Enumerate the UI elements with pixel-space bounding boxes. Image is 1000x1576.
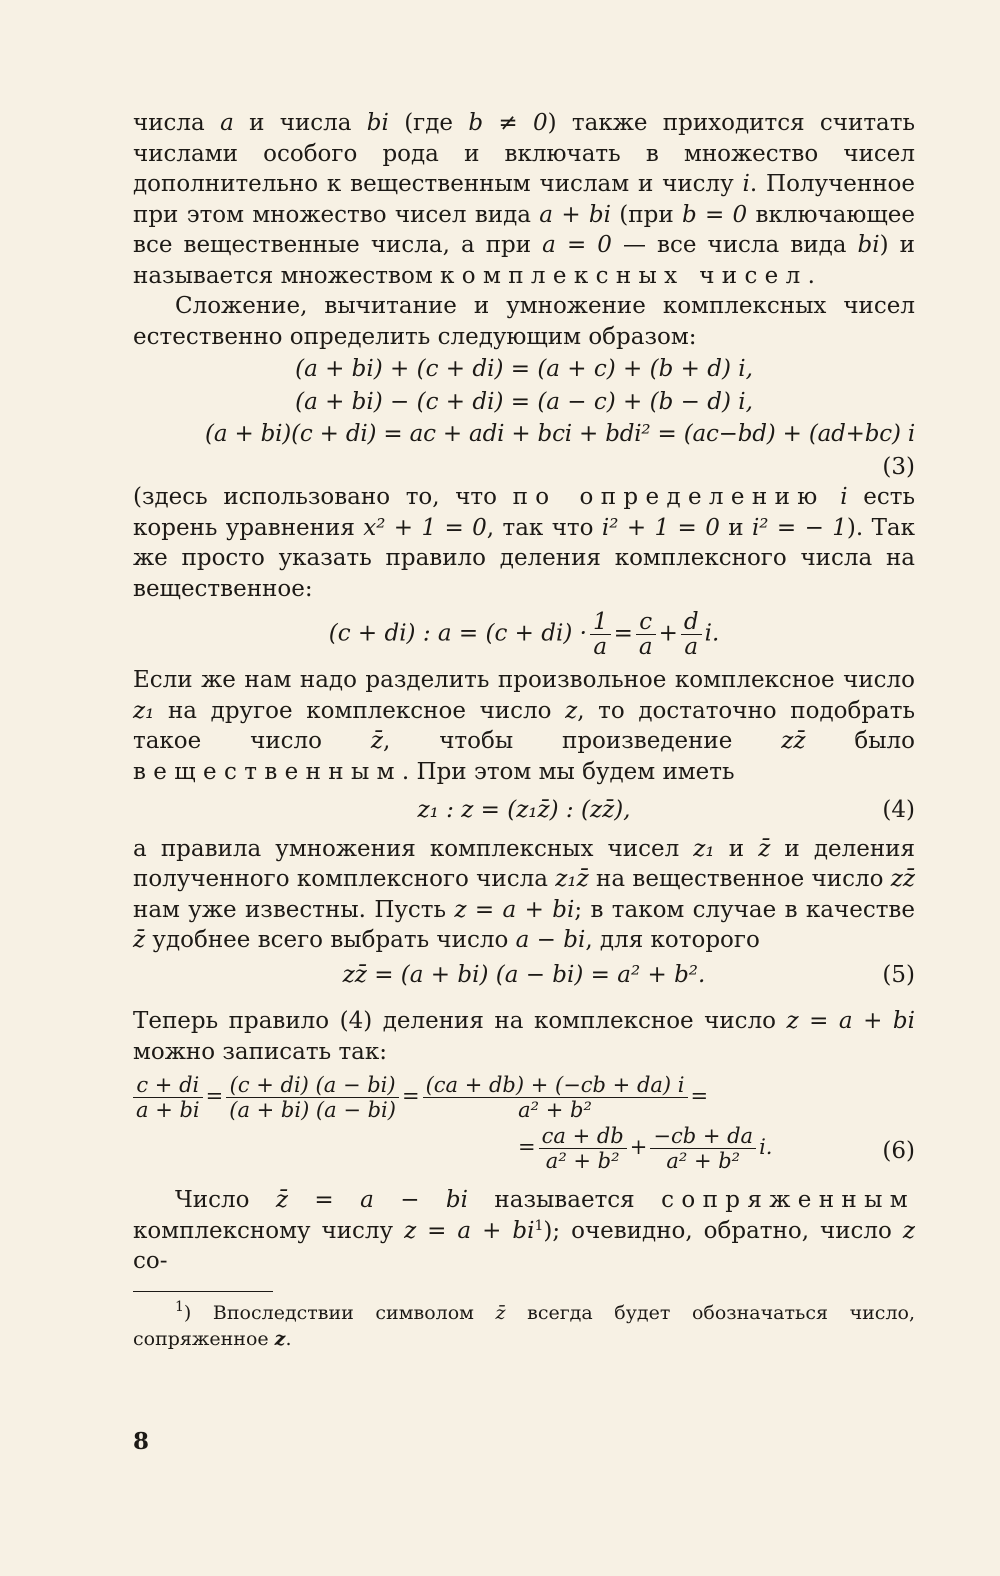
math: z̄ = a − bi xyxy=(275,1187,468,1213)
math: + xyxy=(658,620,678,647)
math: = xyxy=(205,1084,224,1108)
footnote xyxy=(133,1300,915,1352)
math: i. xyxy=(759,1135,773,1159)
text: было xyxy=(805,728,915,754)
spaced-term: вещественным xyxy=(133,758,402,785)
fraction: $\frac{(ca + db) + (-cb + da) i}{\text{a² + b²}}$ xyxy=(423,1073,688,1122)
math: z xyxy=(274,1327,286,1350)
math: z = a + bi xyxy=(404,1217,535,1244)
text: ) также приходится считать числами особого рода и включать в множество чисел дополнительно к вещественным числам и числу xyxy=(133,110,915,197)
text: есть корень уравнения xyxy=(133,484,915,541)
paragraph-3 xyxy=(133,482,915,604)
text: называется xyxy=(468,1187,662,1213)
text: , то достаточно подобрать такое число xyxy=(133,697,916,754)
math: x² + 1 = 0 xyxy=(363,514,487,541)
spaced-term: сопряженным xyxy=(661,1187,916,1213)
math: zz̄ xyxy=(781,728,806,754)
text: числа xyxy=(133,110,221,136)
math: a + bi xyxy=(539,201,611,228)
paragraph-6 xyxy=(133,1006,915,1067)
math: z̄ xyxy=(370,728,384,754)
paragraph-4 xyxy=(133,665,915,787)
fraction: $\frac{c}{a}$ xyxy=(636,610,656,659)
equation-6 xyxy=(133,1073,915,1173)
text: комплексному числу xyxy=(133,1217,405,1244)
math: zz̄ = (a + bi) (a − bi) = a² + b². xyxy=(342,961,706,988)
text xyxy=(825,484,841,510)
math: a xyxy=(220,110,234,136)
math: a − bi xyxy=(515,927,586,953)
math: z₁ : z = (z₁z̄) : (zz̄), xyxy=(417,797,631,823)
math: z xyxy=(565,697,578,724)
equation-6-line-1 xyxy=(133,1073,915,1122)
math: a = 0 xyxy=(542,232,612,258)
paragraph-7 xyxy=(133,1185,915,1277)
math: i² = − 1 xyxy=(751,514,847,541)
math: z₁ xyxy=(693,835,715,862)
text: , так что xyxy=(486,514,602,541)
paragraph-2: Сложение, вычитание и умножение комплексных чисел естественно определить следующим образом: xyxy=(133,293,915,350)
math: z̄ xyxy=(133,927,146,953)
math: z₁z̄ xyxy=(555,866,589,892)
text: , чтобы произведение xyxy=(383,728,782,754)
math: = xyxy=(401,1084,420,1108)
math: i xyxy=(840,484,848,510)
math: = xyxy=(690,1084,709,1108)
text: на вещественное число xyxy=(588,866,891,892)
text: . xyxy=(807,262,815,289)
text: Если же нам надо разделить произвольное комплексное число xyxy=(133,667,915,693)
math: bi xyxy=(857,232,880,258)
math: z = a + bi xyxy=(786,1008,915,1034)
math: z = a + bi xyxy=(454,896,575,923)
math: i xyxy=(742,171,750,197)
footnote-reference: 1 xyxy=(534,1217,544,1234)
page-body xyxy=(133,108,915,1352)
math: zz̄ xyxy=(890,866,916,892)
spaced-term: комплексных чисел xyxy=(440,262,808,289)
fraction: $\frac{c + di}{a + bi}$ xyxy=(133,1073,203,1122)
math: i² + 1 = 0 xyxy=(601,514,720,541)
footnote-divider xyxy=(133,1291,273,1292)
text: удобнее всего выбрать число xyxy=(145,927,516,953)
math: = xyxy=(613,620,633,647)
math: z₁ xyxy=(133,697,155,724)
text: . xyxy=(285,1327,292,1350)
footnote-mark: 1 xyxy=(175,1298,184,1315)
page-number: 8 xyxy=(133,1428,150,1455)
math: z̄ xyxy=(495,1301,506,1324)
equation-number-5: (5) xyxy=(882,961,915,988)
equation-6-line-2 xyxy=(133,1124,915,1173)
text: ) и называется множеством xyxy=(133,232,915,289)
text: со- xyxy=(133,1248,168,1274)
text: включающее все вещественные числа, а при xyxy=(133,201,916,258)
text: нам уже известны. Пусть xyxy=(133,896,455,923)
text: . Полученное при этом множество чисел вида xyxy=(133,171,916,228)
paragraph-5 xyxy=(133,834,915,956)
text: на другое комплексное число xyxy=(154,697,566,724)
math: i. xyxy=(704,620,720,647)
text: (при xyxy=(610,201,682,228)
paragraph-1 xyxy=(133,108,915,291)
text: и деления полученного комплексного числа xyxy=(133,835,916,892)
fraction: $\frac{-cb + da}{\text{a² + b²}}$ xyxy=(650,1124,756,1173)
text: , для которого xyxy=(585,927,760,953)
equation-subtraction: (a + bi) − (c + di) = (a − c) + (b − d) i, xyxy=(295,388,753,415)
text: . При этом мы будем иметь xyxy=(401,758,735,785)
fraction: $\frac{1}{a}$ xyxy=(590,610,611,659)
math: z̄ xyxy=(758,835,771,862)
spaced-term: по определению xyxy=(512,484,825,510)
math: bi xyxy=(366,110,389,136)
text: (здесь использовано то, что xyxy=(133,484,513,510)
fraction: $\frac{ca + db}{\text{a² + b²}}$ xyxy=(539,1124,627,1173)
text: ; в таком случае в качестве xyxy=(574,896,915,923)
text: можно записать так: xyxy=(133,1038,388,1065)
text: и xyxy=(714,835,759,862)
math: (c + di) : a = (c + di) · xyxy=(328,620,587,647)
equation-multiplication: (a + bi)(c + di) = ac + adi + bci + bdi² = (ac−bd) + (ad+bc) i xyxy=(205,421,915,447)
math: z xyxy=(902,1217,915,1244)
equation-number-3: (3) xyxy=(882,453,915,480)
math: b ≠ 0 xyxy=(468,110,548,136)
text: — все числа вида xyxy=(611,232,858,258)
math: = xyxy=(518,1135,536,1159)
text: ) Впоследствии символом xyxy=(183,1301,496,1324)
fraction: $\frac{d}{a}$ xyxy=(681,610,702,659)
text: а правила умножения комплексных чисел xyxy=(133,835,694,862)
text: и xyxy=(719,514,752,541)
text: ). Так же просто указать правило деления комплексного числа на вещественное: xyxy=(133,514,915,602)
text: ); очевидно, обратно, число xyxy=(543,1217,903,1244)
text: (где xyxy=(388,110,469,136)
math: b = 0 xyxy=(681,201,748,228)
equation-division-real xyxy=(133,610,915,659)
text: всегда будет обозначаться число, сопряженное xyxy=(133,1301,915,1350)
text: Число xyxy=(175,1187,276,1213)
fraction: $\frac{(c + di) (a - bi)}{(a + bi) (a - bi)}$ xyxy=(226,1073,399,1122)
equation-4 xyxy=(133,795,915,826)
math: + xyxy=(629,1135,648,1159)
equation-addition: (a + bi) + (c + di) = (a + c) + (b + d) i, xyxy=(295,356,753,382)
equation-number-6: (6) xyxy=(882,1138,915,1164)
equation-5 xyxy=(133,960,915,991)
text: и числа xyxy=(233,110,367,136)
text: Теперь правило (4) деления на комплексное число xyxy=(133,1008,787,1034)
equation-number-4: (4) xyxy=(882,797,915,823)
